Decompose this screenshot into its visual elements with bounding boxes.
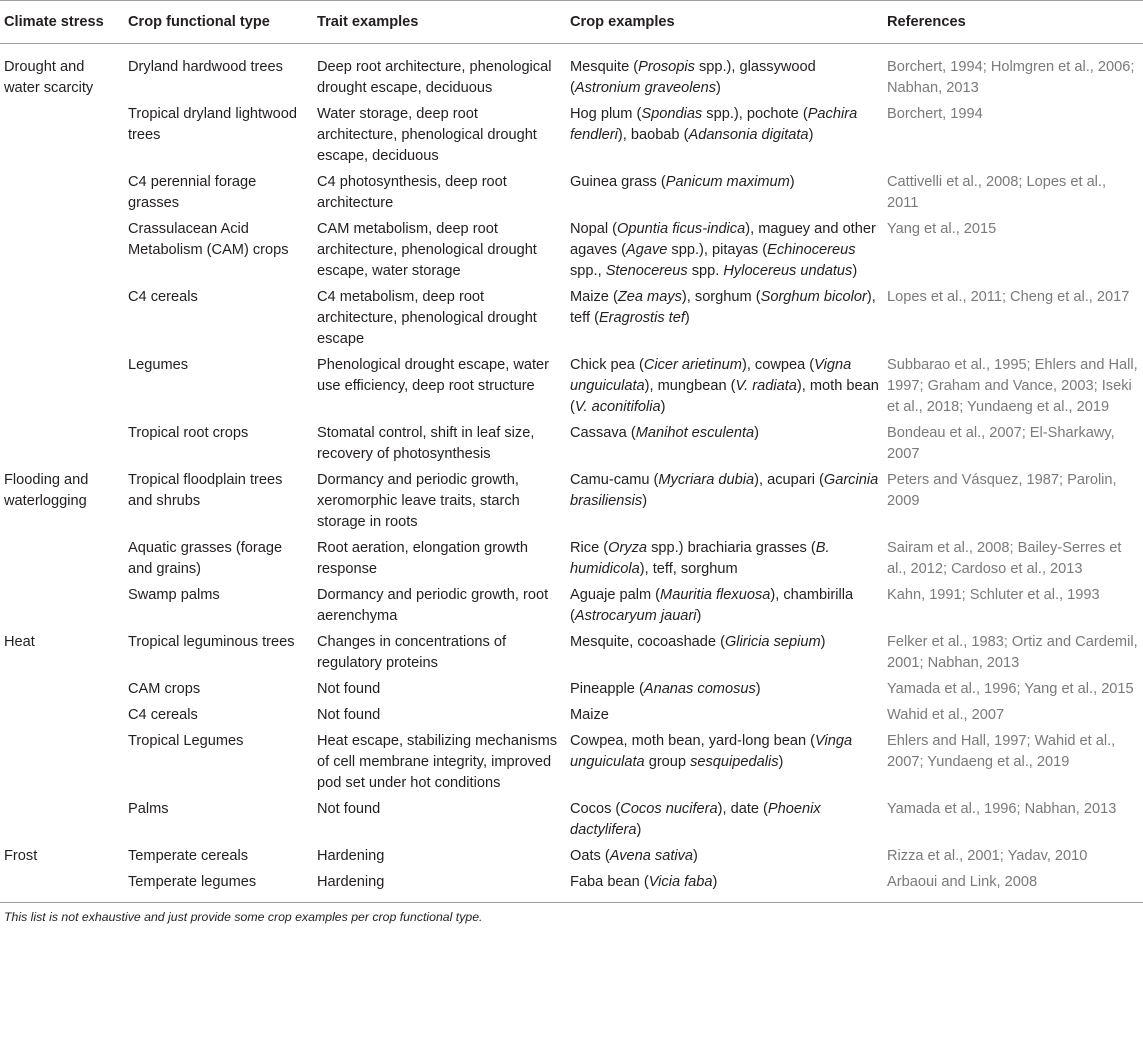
- crop-text: Hog plum (: [570, 106, 642, 122]
- crop-text: Cassava (: [570, 425, 636, 441]
- cell-trait-examples: C4 metabolism, deep root architecture, phenological drought escape: [317, 289, 537, 347]
- cell-references: Cattivelli et al., 2008; Lopes et al., 2011: [887, 174, 1107, 211]
- cell-crop-functional-type: Tropical Legumes: [128, 733, 244, 749]
- species-name: Panicum maximum: [665, 174, 790, 190]
- species-name: Sorghum bicolor: [760, 289, 867, 305]
- species-name: Adansonia digitata: [688, 127, 809, 143]
- crop-text: Cowpea, moth bean, yard-long bean (: [570, 733, 816, 749]
- crop-text: ): [693, 848, 698, 864]
- crop-text: ), moth bean (: [570, 378, 879, 415]
- species-name: Mauritia flexuosa: [660, 587, 771, 603]
- cell-trait-examples: Hardening: [317, 848, 385, 864]
- species-name: Vigna unguiculata: [570, 357, 852, 394]
- species-name: Mycriara dubia: [658, 472, 755, 488]
- cell-trait-examples: Not found: [317, 707, 381, 723]
- crop-text: Rice (: [570, 540, 609, 556]
- cell-crop-examples: [566, 44, 883, 103]
- species-name: Opuntia ficus-indica: [617, 221, 746, 237]
- crop-text: Cocos (: [570, 801, 621, 817]
- crop-text: spp.), pitayas (: [667, 242, 768, 258]
- cell-references: Wahid et al., 2007: [887, 707, 1005, 723]
- cell-crop-functional-type: Aquatic grasses (forage and grains): [128, 540, 283, 577]
- species-name: Zea mays: [617, 289, 682, 305]
- cell-climate-stress: [0, 583, 124, 630]
- crop-text: spp.), glassywood (: [570, 59, 816, 96]
- crop-text: ): [712, 874, 718, 890]
- species-name: Phoenix dactylifera: [570, 801, 821, 838]
- table-body: [0, 44, 1143, 903]
- crop-text: ), baobab (: [617, 127, 689, 143]
- table-row: [0, 217, 1143, 285]
- table-row: [0, 468, 1143, 536]
- cell-crop-examples: [566, 170, 883, 217]
- cell-climate-stress: Flooding and waterlogging: [4, 472, 89, 509]
- species-name: V. aconitifolia: [574, 399, 661, 415]
- crop-text: Aguaje palm (: [570, 587, 661, 603]
- species-name: V. radiata: [735, 378, 797, 394]
- crop-text: ), cowpea (: [741, 357, 815, 373]
- crop-text: ): [642, 493, 648, 509]
- cell-climate-stress: Frost: [4, 848, 38, 864]
- crop-text: Mesquite (: [570, 59, 639, 75]
- crop-text: spp.), pochote (: [702, 106, 808, 122]
- cell-references: Borchert, 1994; Holmgren et al., 2006; Nabhan, 2013: [887, 59, 1135, 96]
- crop-text: ): [696, 608, 702, 624]
- table-row: [0, 703, 1143, 729]
- header-references: References: [883, 1, 1143, 44]
- header-climate-stress: Climate stress: [0, 1, 124, 44]
- cell-references: Rizza et al., 2001; Yadav, 2010: [887, 848, 1088, 864]
- crop-text: ), date (: [717, 801, 768, 817]
- cell-crop-examples: [566, 583, 883, 630]
- cell-crop-functional-type: Dryland hardwood trees: [128, 59, 283, 75]
- cell-references: Yamada et al., 1996; Nabhan, 2013: [887, 801, 1117, 817]
- cell-crop-functional-type: Tropical root crops: [128, 425, 249, 441]
- cell-crop-functional-type: Tropical floodplain trees and shrubs: [128, 472, 283, 509]
- table-row: [0, 844, 1143, 870]
- cell-references: Borchert, 1994: [887, 106, 983, 122]
- table-row: [0, 797, 1143, 844]
- crop-text: Chick pea (: [570, 357, 644, 373]
- crop-text: Faba bean (: [570, 874, 649, 890]
- cell-crop-examples: [566, 217, 883, 285]
- cell-trait-examples: Root aeration, elongation growth response: [317, 540, 528, 577]
- cell-climate-stress: Heat: [4, 634, 35, 650]
- cell-crop-functional-type: Swamp palms: [128, 587, 220, 603]
- cell-climate-stress: [0, 102, 124, 170]
- cell-crop-functional-type: Tropical dryland lightwood trees: [128, 106, 297, 143]
- cell-trait-examples: Dormancy and periodic growth, xeromorphic leave traits, starch storage in roots: [317, 472, 520, 530]
- crop-text: ): [684, 310, 690, 326]
- cell-climate-stress: [0, 870, 124, 903]
- table-row: [0, 421, 1143, 468]
- cell-climate-stress: Drought and water scarcity: [4, 59, 94, 96]
- crop-text: Pineapple (: [570, 681, 644, 697]
- cell-trait-examples: Not found: [317, 681, 381, 697]
- cell-crop-examples: [566, 870, 883, 903]
- cell-crop-functional-type: Legumes: [128, 357, 189, 373]
- cell-climate-stress: [0, 170, 124, 217]
- species-name: Agave: [625, 242, 668, 258]
- table-row: [0, 44, 1143, 103]
- table-row: [0, 677, 1143, 703]
- cell-crop-functional-type: CAM crops: [128, 681, 201, 697]
- crop-text: ): [754, 425, 760, 441]
- species-name: Ananas comosus: [643, 681, 756, 697]
- cell-climate-stress: [0, 536, 124, 583]
- cell-climate-stress: [0, 729, 124, 797]
- cell-climate-stress: [0, 285, 124, 353]
- cell-trait-examples: Water storage, deep root architecture, phenological drought escape, deciduous: [317, 106, 537, 164]
- table-row: [0, 102, 1143, 170]
- cell-trait-examples: Dormancy and periodic growth, root aerenchyma: [317, 587, 549, 624]
- crop-text: ), chambirilla (: [570, 587, 854, 624]
- cell-references: Ehlers and Hall, 1997; Wahid et al., 2007; Yundaeng et al., 2019: [887, 733, 1116, 770]
- cell-crop-examples: [566, 353, 883, 421]
- table-row: [0, 583, 1143, 630]
- crop-text: ): [716, 80, 721, 96]
- species-name: Prosopis: [638, 59, 695, 75]
- crop-text: ): [636, 822, 642, 838]
- table-header-row: [0, 1, 1143, 44]
- cell-crop-functional-type: Temperate legumes: [124, 870, 313, 903]
- cell-crop-examples: [566, 421, 883, 468]
- cell-climate-stress: [0, 353, 124, 421]
- cell-trait-examples: Not found: [317, 801, 381, 817]
- header-trait-examples: Trait examples: [313, 1, 566, 44]
- species-name: Stenocereus: [605, 263, 688, 279]
- table-footnote: This list is not exhaustive and just provide some crop examples per crop functional type.: [4, 910, 483, 924]
- crop-text: Nopal (: [570, 221, 618, 237]
- cell-crop-examples: [566, 630, 883, 677]
- crop-text: Guinea grass (: [570, 174, 666, 190]
- crop-text: spp.,: [570, 263, 606, 279]
- table-row: [0, 353, 1143, 421]
- crop-text: ), acupari (: [754, 472, 824, 488]
- crop-text: ): [820, 634, 826, 650]
- cell-trait-examples: C4 photosynthesis, deep root architecture: [317, 174, 507, 211]
- cell-trait-examples: CAM metabolism, deep root architecture, phenological drought escape, water storage: [317, 221, 537, 279]
- table-row: [0, 170, 1143, 217]
- cell-climate-stress: [0, 421, 124, 468]
- table-row: [0, 630, 1143, 677]
- table-row: [0, 285, 1143, 353]
- table-row: [0, 870, 1143, 903]
- table-row: [0, 536, 1143, 583]
- cell-crop-examples: [566, 703, 883, 729]
- crop-text: Oats (: [570, 848, 610, 864]
- crop-text: spp.) brachiaria grasses (: [647, 540, 816, 556]
- cell-crop-examples: [566, 285, 883, 353]
- cell-climate-stress: [0, 797, 124, 844]
- cell-crop-functional-type: Crassulacean Acid Metabolism (CAM) crops: [128, 221, 289, 258]
- crop-text: ), teff (: [570, 289, 876, 326]
- cell-references: Lopes et al., 2011; Cheng et al., 2017: [887, 289, 1130, 305]
- cell-crop-functional-type: C4 cereals: [128, 707, 198, 723]
- cell-crop-examples: [566, 536, 883, 583]
- species-name: Astronium graveolens: [574, 80, 717, 96]
- cell-references: Sairam et al., 2008; Bailey-Serres et al., 2012; Cardoso et al., 2013: [887, 540, 1122, 577]
- cell-climate-stress: [0, 703, 124, 729]
- species-name: Eragrostis tef: [598, 310, 685, 326]
- cell-trait-examples: Stomatal control, shift in leaf size, recovery of photosynthesis: [317, 425, 535, 462]
- cell-references: Arbaoui and Link, 2008: [883, 870, 1143, 903]
- crop-text: Camu-camu (: [570, 472, 659, 488]
- cell-references: Felker et al., 1983; Ortiz and Cardemil, 2001; Nabhan, 2013: [887, 634, 1138, 671]
- crop-text: ): [852, 263, 858, 279]
- crop-text: ), sorghum (: [681, 289, 761, 305]
- species-name: sesquipedalis: [690, 754, 779, 770]
- crop-text: Maize: [570, 707, 609, 723]
- crop-text: spp.: [687, 263, 724, 279]
- cell-crop-functional-type: Temperate cereals: [128, 848, 249, 864]
- cell-crop-functional-type: C4 cereals: [128, 289, 198, 305]
- cell-crop-examples: [566, 677, 883, 703]
- cell-references: Yamada et al., 1996; Yang et al., 2015: [887, 681, 1134, 697]
- species-name: Hylocereus undatus: [723, 263, 853, 279]
- crop-text: ): [660, 399, 666, 415]
- crop-text: ): [789, 174, 795, 190]
- species-name: Cocos nucifera: [620, 801, 718, 817]
- crop-text: ), teff, sorghum: [639, 561, 738, 577]
- crop-text: Maize (: [570, 289, 618, 305]
- species-name: Vinga unguiculata: [570, 733, 853, 770]
- crop-text: ): [755, 681, 761, 697]
- cell-references: Bondeau et al., 2007; El-Sharkawy, 2007: [887, 425, 1115, 462]
- cell-climate-stress: [0, 677, 124, 703]
- cell-crop-examples: [566, 102, 883, 170]
- crop-text: ), maguey and other agaves (: [570, 221, 876, 258]
- cell-trait-examples: Changes in concentrations of regulatory proteins: [317, 634, 507, 671]
- header-crop-functional-type: Crop functional type: [124, 1, 313, 44]
- table-row: [0, 729, 1143, 797]
- cell-trait-examples: Hardening: [313, 870, 566, 903]
- cell-references: Peters and Vásquez, 1987; Parolin, 2009: [887, 472, 1117, 509]
- species-name: Echinocereus: [767, 242, 856, 258]
- species-name: B. humidicola: [570, 540, 830, 577]
- crop-text: group: [644, 754, 691, 770]
- cell-references: Yang et al., 2015: [887, 221, 997, 237]
- cell-trait-examples: Phenological drought escape, water use efficiency, deep root structure: [317, 357, 550, 394]
- species-name: Spondias: [641, 106, 703, 122]
- species-name: Avena sativa: [609, 848, 694, 864]
- species-name: Cicer arietinum: [643, 357, 742, 373]
- species-name: Astrocaryum jauari: [574, 608, 697, 624]
- header-crop-examples: Crop examples: [566, 1, 883, 44]
- species-name: Garcinia brasiliensis: [570, 472, 879, 509]
- crop-text: Mesquite, cocoashade (: [570, 634, 725, 650]
- cell-crop-examples: [566, 468, 883, 536]
- cell-references: Kahn, 1991; Schluter et al., 1993: [887, 587, 1100, 603]
- species-name: Manihot esculenta: [635, 425, 755, 441]
- cell-crop-functional-type: Palms: [128, 801, 169, 817]
- species-name: Oryza: [608, 540, 648, 556]
- cell-trait-examples: Deep root architecture, phenological drought escape, deciduous: [317, 59, 552, 96]
- crop-text: ): [808, 127, 814, 143]
- cell-climate-stress: [0, 217, 124, 285]
- species-name: Pachira fendleri: [570, 106, 858, 143]
- cell-trait-examples: Heat escape, stabilizing mechanisms of cell membrane integrity, improved pod set under hot conditions: [317, 733, 558, 791]
- cell-references: Subbarao et al., 1995; Ehlers and Hall, 1997; Graham and Vance, 2003; Iseki et al., 2018; Yundaeng et al., 2019: [887, 357, 1138, 415]
- species-name: Gliricia sepium: [724, 634, 821, 650]
- cell-crop-examples: [566, 729, 883, 797]
- crop-text: ): [778, 754, 784, 770]
- cell-crop-examples: [566, 797, 883, 844]
- crop-text: ), mungbean (: [644, 378, 736, 394]
- cell-crop-functional-type: C4 perennial forage grasses: [128, 174, 257, 211]
- cell-crop-examples: [566, 844, 883, 870]
- species-name: Vicia faba: [648, 874, 713, 890]
- cell-crop-functional-type: Tropical leguminous trees: [128, 634, 295, 650]
